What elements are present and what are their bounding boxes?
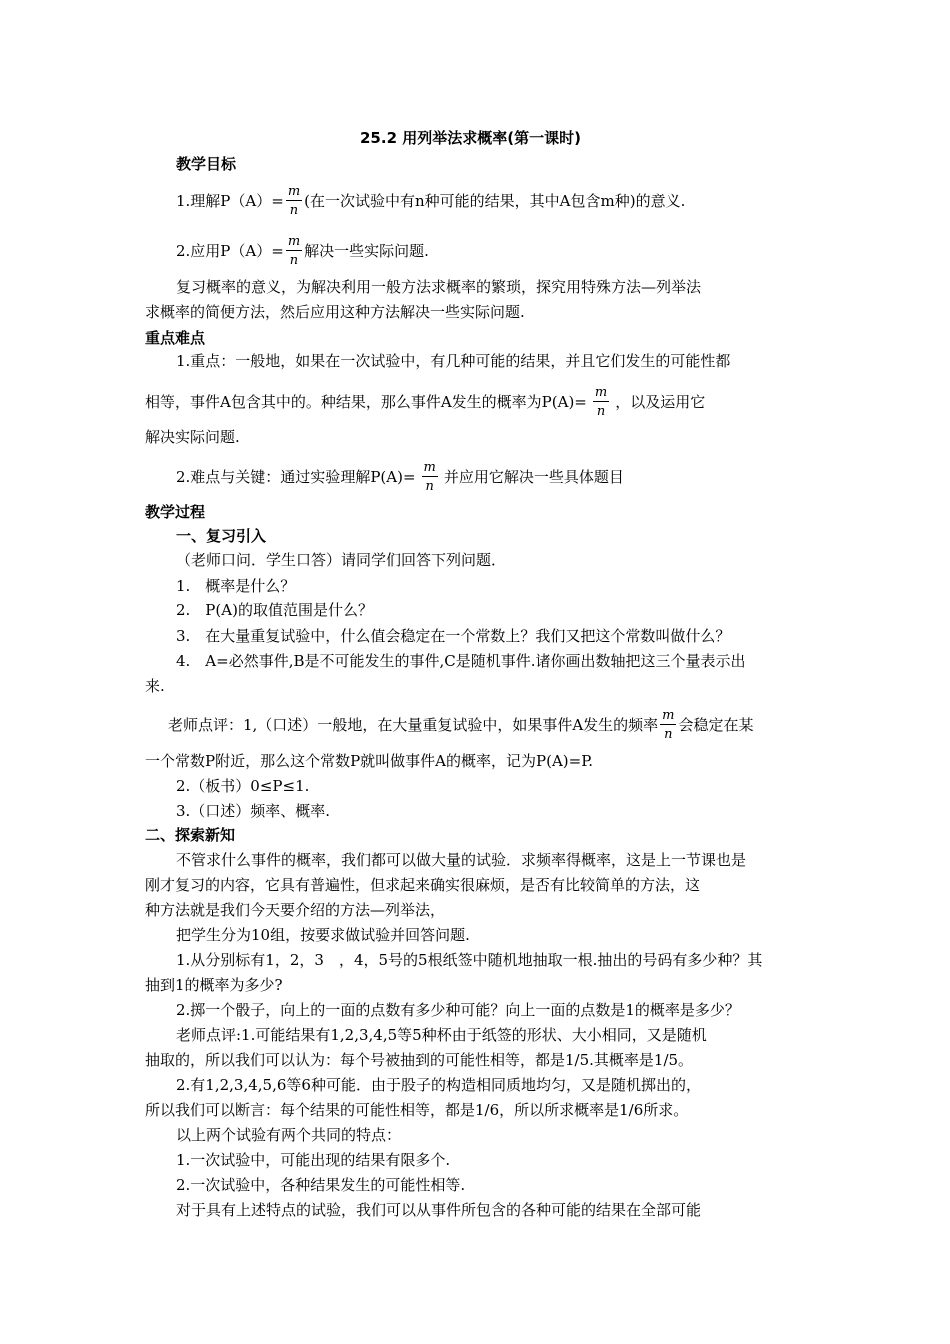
fraction-numerator: m: [662, 708, 675, 723]
objective-2-pre: 2.应用P（A）=: [176, 242, 284, 260]
objective-1: [176, 186, 685, 218]
teacher-comment-3: 3.（口述）频率、概率.: [176, 802, 331, 820]
teacher-comment-1-pre: 老师点评：1,（口述）一般地，在大量重复试验中，如果事件A发生的频率: [168, 716, 659, 734]
keypoint-1-post: ，以及运用它: [615, 393, 706, 411]
common-features-intro: 以上两个试验有两个共同的特点：: [176, 1126, 402, 1144]
keypoint-1-line-3: 解决实际问题.: [145, 428, 240, 446]
keypoint-1-line-2: [145, 387, 705, 419]
question-3: 3. 在大量重复试验中，什么值会稳定在一个常数上？我们又把这个常数叫做什么？: [176, 627, 731, 645]
keypoints-heading: 重点难点: [145, 329, 206, 347]
fraction-denominator: n: [289, 203, 299, 218]
fraction-denominator: n: [664, 727, 673, 742]
question-2: 2. P(A)的取值范围是什么？: [176, 601, 373, 619]
objective-2: [176, 236, 429, 268]
objective-1-post: (在一次试验中有n种可能的结果，其中A包含m种)的意义.: [304, 192, 686, 210]
fraction-m-over-n: [660, 709, 676, 741]
objective-2-post: 解决一些实际问题.: [304, 242, 429, 260]
question-4-line-2: 来.: [145, 677, 165, 695]
objective-1-pre: 1.理解P（A）=: [176, 192, 284, 210]
exercise-1-line-1: 1.从分别标有1，2，3 ，4，5号的5根纸签中随机地抽取一根.抽出的号码有多少种？其: [176, 951, 763, 969]
common-feature-1: 1.一次试验中，可能出现的结果有限多个.: [176, 1151, 451, 1169]
teacher-review-line-1: 老师点评:1.可能结果有1,2,3,4,5等5种杯由于纸签的形状、大小相同，又是随机: [176, 1026, 707, 1044]
fraction-numerator: m: [287, 184, 301, 199]
explore-para-1-line-2: 刚才复习的内容，它具有普遍性，但求起来确实很麻烦，是否有比较简单的方法，这: [145, 876, 701, 894]
teacher-comment-1-line-2: 一个常数P附近，那么这个常数P就叫做事件A的概率，记为P(A)=P.: [145, 752, 594, 770]
common-feature-2: 2.一次试验中，各种结果发生的可能性相等.: [176, 1176, 466, 1194]
section-2-heading: 二、探索新知: [145, 826, 236, 844]
keypoint-1-pre: 相等，事件A包含其中的。种结果，那么事件A发生的概率为P(A)=: [145, 393, 587, 411]
teacher-review-2-line-1: 2.有1,2,3,4,5,6等6种可能．由于股子的构造相同质地均匀，又是随机掷出的，: [176, 1076, 701, 1094]
teacher-review-2-line-2: 所以我们可以断言：每个结果的可能性相等，都是1/6，所以所求概率是1/6所求。: [145, 1101, 689, 1119]
explore-para-1-line-1: 不管求什么事件的概率，我们都可以做大量的试验．求频率得概率，这是上一节课也是: [176, 851, 747, 869]
keypoint-2-post: 并应用它解决一些具体题目: [443, 468, 624, 486]
section-1-intro: （老师口问．学生口答）请同学们回答下列问题．: [176, 551, 507, 569]
teacher-comment-2: 2.（板书）0≤P≤1.: [176, 777, 310, 795]
fraction-denominator: n: [289, 253, 299, 268]
exercise-1-line-2: 抽到1的概率为多少?: [145, 976, 283, 994]
explore-para-2: 把学生分为10组，按要求做试验并回答问题.: [176, 926, 470, 944]
section-1-heading: 一、复习引入: [176, 527, 267, 545]
teacher-review-line-2: 抽取的，所以我们可以认为：每个号被抽到的可能性相等，都是1/5.其概率是1/5。: [145, 1051, 694, 1069]
objectives-paragraph-line-1: 复习概率的意义，为解决利用一般方法求概率的繁琐，探究用特殊方法—列举法: [176, 278, 702, 296]
keypoint-2: [176, 462, 624, 494]
fraction-m-over-n: [286, 185, 302, 217]
fraction-numerator: m: [594, 385, 608, 400]
fraction-m-over-n: [593, 386, 609, 418]
fraction-numerator: m: [287, 234, 301, 249]
fraction-denominator: n: [596, 404, 606, 419]
explore-para-1-line-3: 种方法就是我们今天要介绍的方法—列举法，: [145, 901, 446, 919]
objectives-paragraph-line-2: 求概率的简便方法，然后应用这种方法解决一些实际问题.: [145, 303, 525, 321]
teacher-comment-1: [168, 710, 754, 742]
page-title: 25.2 用列举法求概率(第一课时): [360, 129, 581, 147]
fraction-m-over-n: [422, 461, 438, 493]
keypoint-2-pre: 2.难点与关键：通过实验理解P(A)=: [176, 468, 416, 486]
fraction-numerator: m: [423, 460, 436, 475]
closing-paragraph: 对于具有上述特点的试验，我们可以从事件所包含的各种可能的结果在全部可能: [176, 1201, 702, 1219]
objectives-heading: 教学目标: [176, 155, 237, 173]
exercise-2: 2.掷一个骰子，向上的一面的点数有多少种可能？向上一面的点数是1的概率是多少？: [176, 1001, 740, 1019]
teacher-comment-1-post: 会稳定在某: [678, 716, 754, 734]
question-1: 1. 概率是什么？: [176, 577, 296, 595]
fraction-m-over-n: [286, 235, 302, 267]
process-heading: 教学过程: [145, 503, 206, 521]
fraction-denominator: n: [425, 479, 434, 494]
question-4-line-1: 4. A=必然事件,B是不可能发生的事件,C是随机事件.诸你画出数轴把这三个量表示出: [176, 652, 746, 670]
keypoint-1-line-1: 1.重点：一般地，如果在一次试验中，有几种可能的结果，并且它们发生的可能性都: [176, 352, 731, 370]
